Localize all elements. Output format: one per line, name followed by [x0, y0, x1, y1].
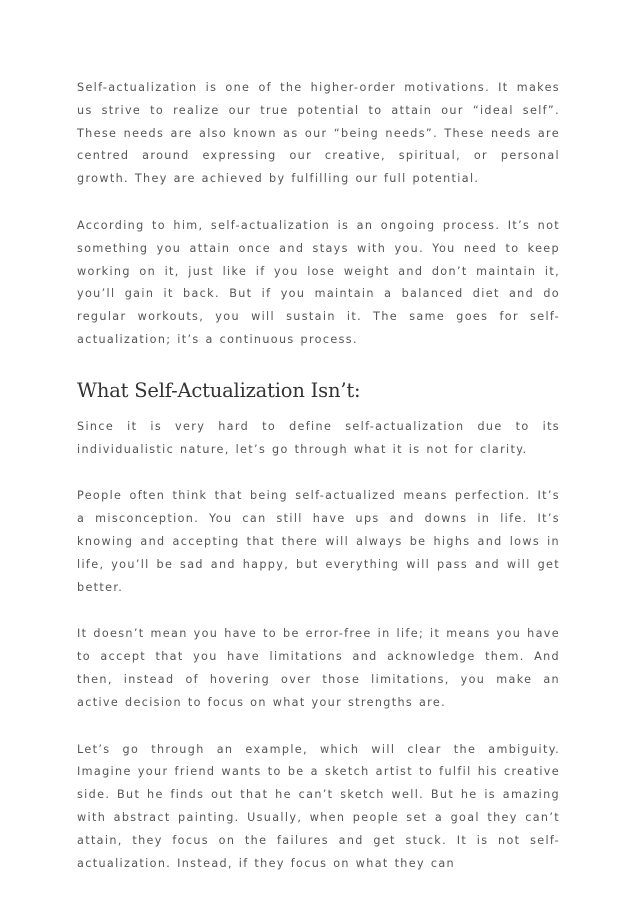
paragraph-definition: Self-actualization is one of the higher-order motivations. It makes us strive to realize our true potential to attain our “ideal self”. These needs are also known as our “being needs”. These needs are centred around expressing our creative, spiritual, or personal growth. They are achieved by fulfilling our full potential.: [77, 81, 560, 186]
paragraph-limitations: It doesn’t mean you have to be error-free in life; it means you have to accept that you have limitations and acknowledge them. And then, instead of hovering over those limitations, you make an active decision to focus on what your strengths are.: [77, 627, 560, 709]
paragraph-clarity: Since it is very hard to define self-actualization due to its individualistic nature, let’s go through what it is not for clarity.: [77, 419, 560, 456]
section-heading: What Self-Actualization Isn’t:: [77, 378, 361, 402]
paragraph-example: Let’s go through an example, which will clear the ambiguity. Imagine your friend wants to be a sketch artist to fulfil his creative side. But he finds out that he can’t sketch well. But he is amazing with abstract painting. Usually, when people set a goal they can’t attain, they focus on the failures and get stuck. It is not self-actualization. Instead, if they focus on what they can: [77, 742, 560, 870]
paragraph-ongoing-process: According to him, self-actualization is an ongoing process. It’s not something you attain once and stays with you. You need to keep working on it, just like if you lose weight and don’t maintain it, you’ll gain it back. But if you maintain a balanced diet and do regular workouts, you will sustain it. The same goes for self-actualization; it’s a continuous process.: [77, 218, 560, 346]
document-page: [77, 77, 560, 899]
paragraph-perfection: People often think that being self-actualized means perfection. It’s a misconception. You can still have ups and downs in life. It’s knowing and accepting that there will always be highs and lows in life, you’ll be sad and happy, but everything will pass and will get better.: [77, 489, 560, 594]
